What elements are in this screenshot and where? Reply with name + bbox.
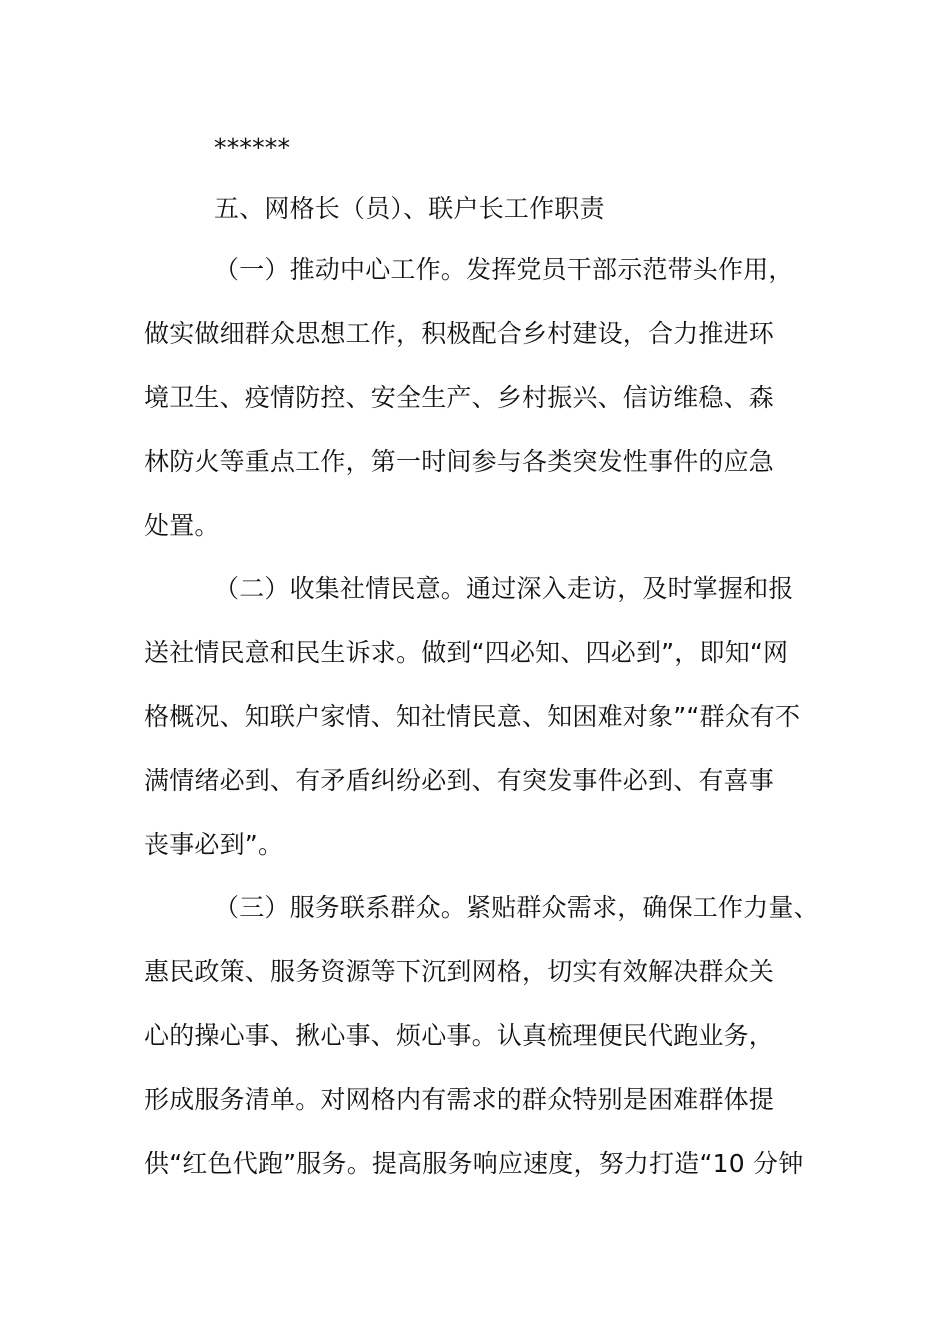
paragraph-line: （三）服务联系群众。紧贴群众需求，确保工作力量、 <box>214 893 819 922</box>
paragraph-line: （二）收集社情民意。通过深入走访，及时掌握和报 <box>214 574 794 603</box>
paragraph-line: 送社情民意和民生诉求。做到“四必知、四必到”，即知“网 <box>144 638 789 667</box>
paragraph-line: 境卫生、疫情防控、安全生产、乡村振兴、信访维稳、森 <box>144 383 775 412</box>
paragraph-line: 做实做细群众思想工作，积极配合乡村建设，合力推进环 <box>144 319 775 348</box>
paragraph-line: 惠民政策、服务资源等下沉到网格，切实有效解决群众关 <box>144 957 775 986</box>
paragraph-line: 丧事必到”。 <box>144 830 284 859</box>
paragraph-line: 满情绪必到、有矛盾纠纷必到、有突发事件必到、有喜事 <box>144 766 775 795</box>
section-heading: 五、网格长（员）、联户长工作职责 <box>214 194 605 223</box>
paragraph-line: 林防火等重点工作，第一时间参与各类突发性事件的应急 <box>144 447 775 476</box>
paragraph-line: （一）推动中心工作。发挥党员干部示范带头作用， <box>214 255 794 284</box>
paragraph-line: 形成服务清单。对网格内有需求的群众特别是困难群体提 <box>144 1085 775 1114</box>
paragraph-line: 处置。 <box>144 511 220 540</box>
paragraph-line: 心的操心事、揪心事、烦心事。认真梳理便民代跑业务， <box>144 1021 775 1050</box>
paragraph-line: 供“红色代跑”服务。提高服务响应速度，努力打造“10 分钟 <box>144 1149 804 1178</box>
paragraph-line: 格概况、知联户家情、知社情民意、知困难对象”“群众有不 <box>144 702 801 731</box>
separator-stars: ****** <box>214 133 291 162</box>
